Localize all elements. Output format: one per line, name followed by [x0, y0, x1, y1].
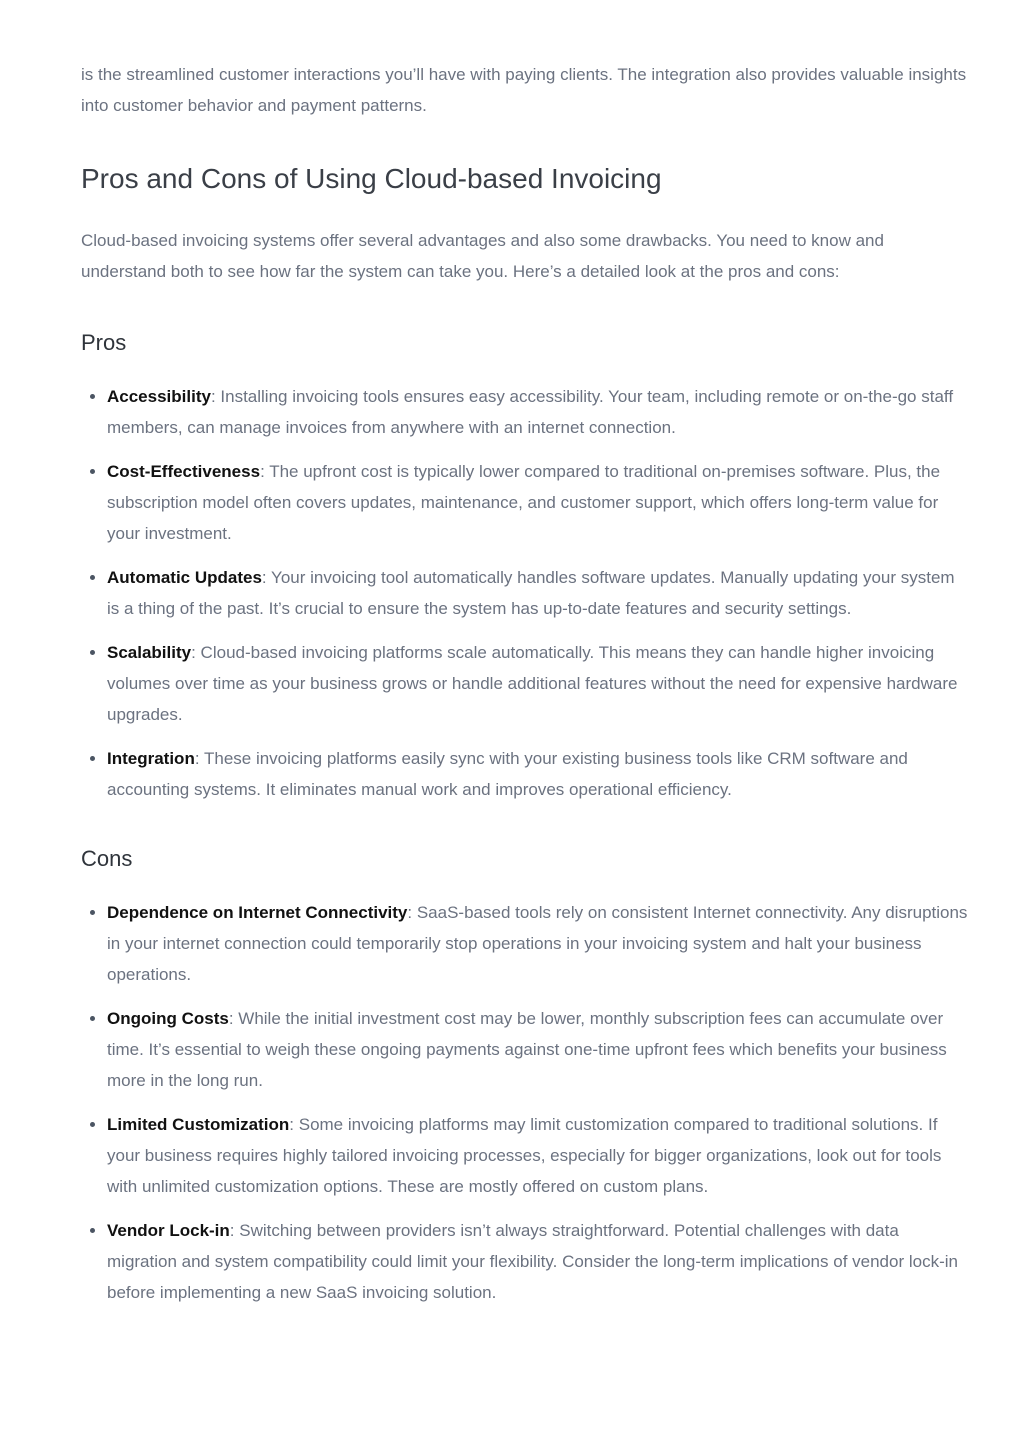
bullet-dot-icon — [90, 469, 95, 474]
article-body — [81, 59, 971, 1321]
pros-item-term: Accessibility — [107, 387, 211, 406]
cons-item-text: : Some invoicing platforms may limit customization compared to traditional solutions. If your business requires highly tailored invoicing processes, especially for bigger organizations, look out for tools with unlimited customization options. These are mostly offered on custom plans. — [107, 1115, 942, 1196]
cons-item-term: Limited Customization — [107, 1115, 290, 1134]
cons-item-text: : SaaS-based tools rely on consistent Internet connectivity. Any disruptions in your internet connection could temporarily stop operations in your invoicing system and halt your business operations. — [107, 903, 968, 984]
pros-list-item — [81, 456, 971, 549]
bullet-dot-icon — [90, 575, 95, 580]
bullet-dot-icon — [90, 1122, 95, 1127]
pros-item-text: : Your invoicing tool automatically handles software updates. Manually updating your system is a thing of the past. It’s crucial to ensure the system has up-to-date features and security settings. — [107, 568, 955, 618]
section-intro-paragraph: Cloud-based invoicing systems offer several advantages and also some drawbacks. You need to know and understand both to see how far the system can take you. Here’s a detailed look at the pros and cons: — [81, 231, 884, 281]
pros-item-term: Automatic Updates — [107, 568, 262, 587]
cons-item-term: Dependence on Internet Connectivity — [107, 903, 408, 922]
pros-list-item — [81, 743, 971, 805]
cons-item-text: : While the initial investment cost may be lower, monthly subscription fees can accumulate over time. It’s essential to weigh these ongoing payments against one-time upfront fees which benefits your business more in the long run. — [107, 1009, 947, 1090]
bullet-dot-icon — [90, 1016, 95, 1021]
bullet-dot-icon — [90, 394, 95, 399]
cons-list-item — [81, 1215, 971, 1308]
cons-item-text: : Switching between providers isn’t always straightforward. Potential challenges with data migration and system compatibility could limit your flexibility. Consider the long-term implications of vendor lock-in before implementing a new SaaS invoicing solution. — [107, 1221, 958, 1302]
pros-item-text: : Cloud-based invoicing platforms scale automatically. This means they can handle higher invoicing volumes over time as your business grows or handle additional features without the need for expensive hardware upgrades. — [107, 643, 958, 724]
cons-list-item — [81, 897, 971, 990]
intro-paragraph: is the streamlined customer interactions you’ll have with paying clients. The integration also provides valuable insights into customer behavior and payment patterns. — [81, 65, 967, 115]
pros-item-text: : The upfront cost is typically lower compared to traditional on-premises software. Plus, the subscription model often covers updates, maintenance, and customer support, which offers long-term value for your investment. — [107, 462, 941, 543]
pros-item-text: : These invoicing platforms easily sync with your existing business tools like CRM software and accounting systems. It eliminates manual work and improves operational efficiency. — [107, 749, 908, 799]
cons-item-term: Vendor Lock-in — [107, 1221, 230, 1240]
bullet-dot-icon — [90, 1228, 95, 1233]
pros-list — [81, 381, 971, 805]
bullet-dot-icon — [90, 910, 95, 915]
pros-item-term: Scalability — [107, 643, 192, 662]
cons-list-item — [81, 1003, 971, 1096]
bullet-dot-icon — [90, 756, 95, 761]
pros-item-term: Cost-Effectiveness — [107, 462, 261, 481]
cons-heading: Cons — [81, 846, 133, 871]
bullet-dot-icon — [90, 650, 95, 655]
pros-item-text: : Installing invoicing tools ensures easy accessibility. Your team, including remote or on-the-go staff members, can manage invoices from anywhere with an internet connection. — [107, 387, 954, 437]
cons-list — [81, 897, 971, 1308]
pros-list-item — [81, 381, 971, 443]
section-title: Pros and Cons of Using Cloud-based Invoicing — [81, 163, 662, 194]
pros-item-term: Integration — [107, 749, 195, 768]
cons-list-item — [81, 1109, 971, 1202]
cons-item-term: Ongoing Costs — [107, 1009, 229, 1028]
pros-list-item — [81, 562, 971, 624]
pros-list-item — [81, 637, 971, 730]
pros-heading: Pros — [81, 330, 127, 355]
